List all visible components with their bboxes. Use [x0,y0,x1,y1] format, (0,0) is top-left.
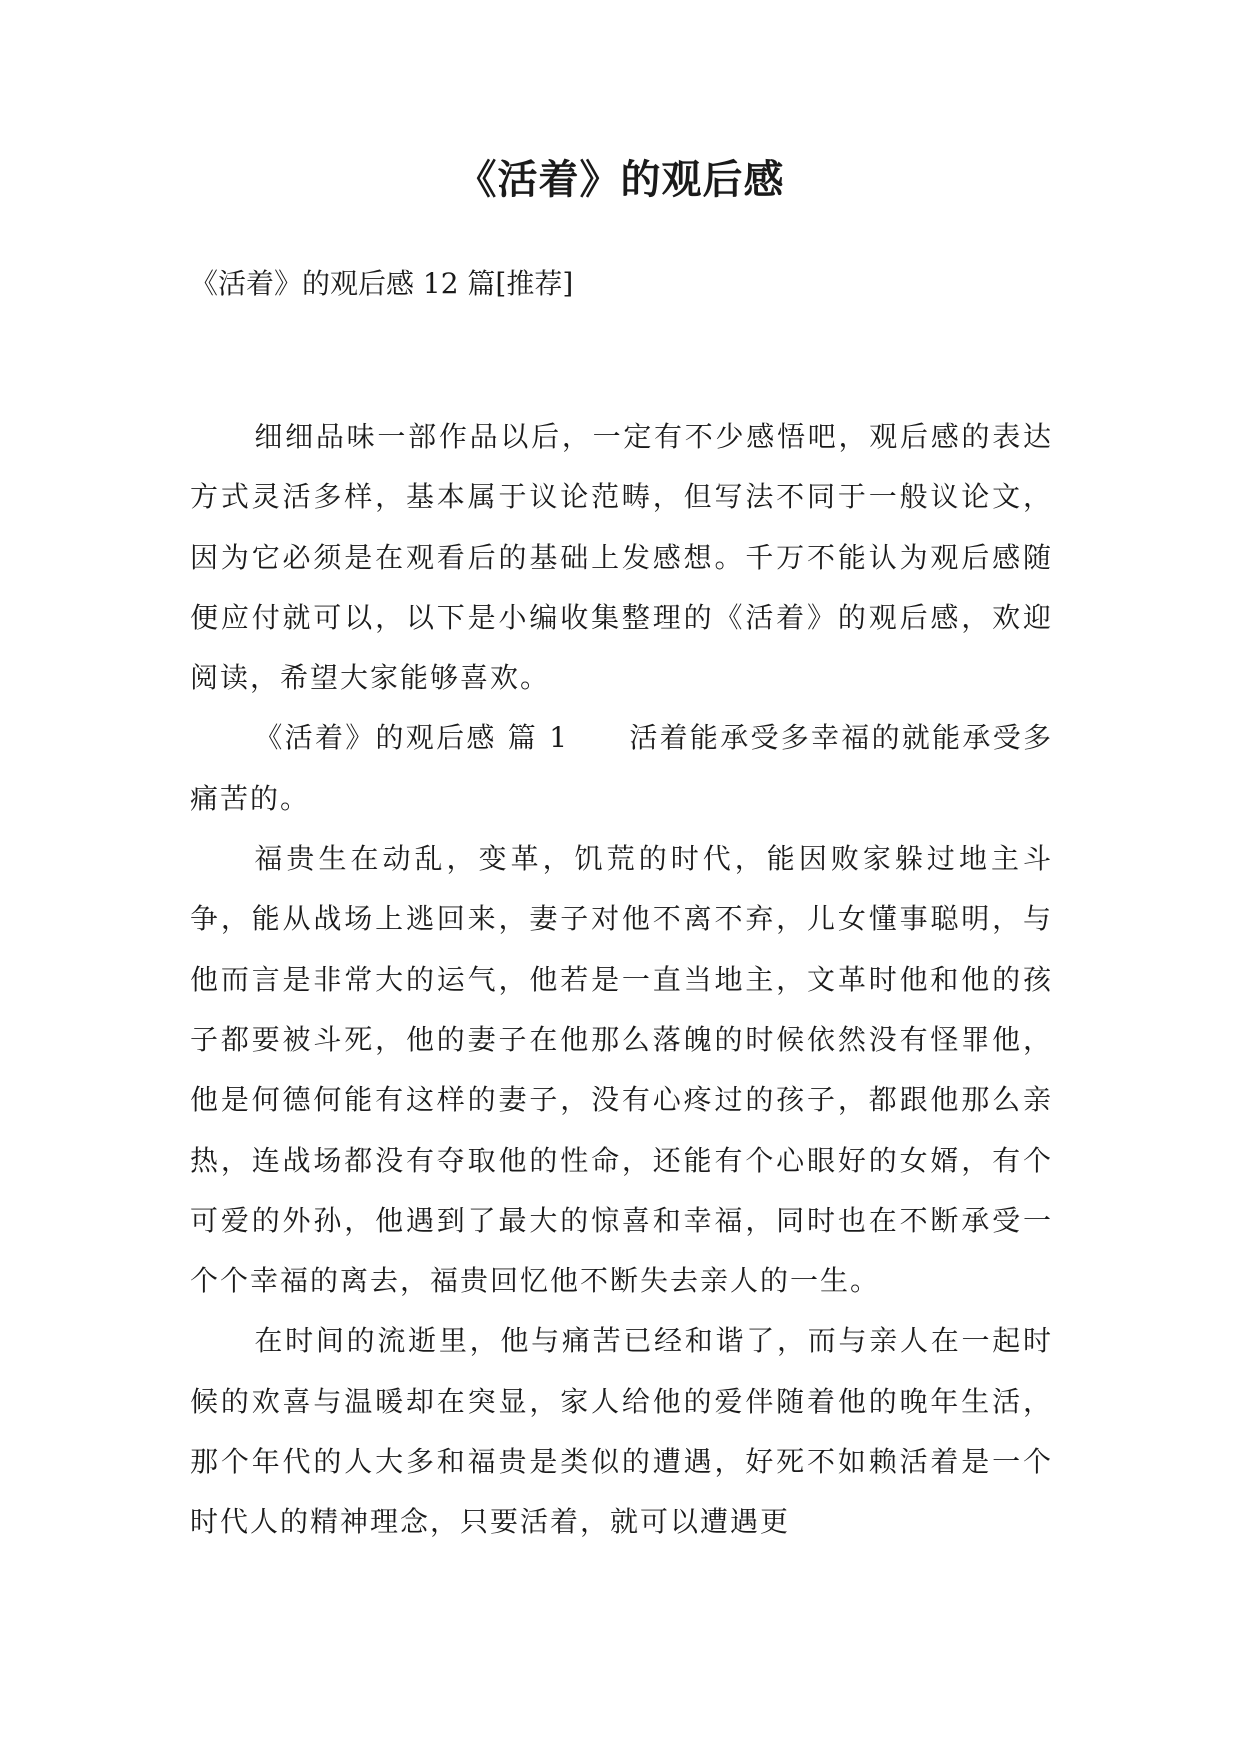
section-lead: 活着能承受多幸福的就能承受多痛苦的。 [190,721,1053,815]
section-1-paragraph [190,708,1053,829]
document-title: 《活着》的观后感 [456,157,785,203]
document-subtitle: 《活着》的观后感 12 篇[推荐] [190,267,574,300]
body-paragraph-1: 福贵生在动乱，变革，饥荒的时代，能因败家躲过地主斗争，能从战场上逃回来，妻子对他不离不弃，儿女懂事聪明，与他而言是非常大的运气，他若是一直当地主，文革时他和他的孩子都要被斗死，他的妻子在他那么落魄的时候依然没有怪罪他，他是何德何能有这样的妻子，没有心疼过的孩子，都跟他那么亲热，连战场都没有夺取他的性命，还能有个心眼好的女婿，有个可爱的外孙，他遇到了最大的惊喜和幸福，同时也在不断承受一个个幸福的离去，福贵回忆他不断失去亲人的一生。 [190,842,1053,1298]
document-body [190,407,1053,1553]
section-heading: 《活着》的观后感 篇 1 [254,721,570,755]
body-paragraph-2: 在时间的流逝里，他与痛苦已经和谐了，而与亲人在一起时候的欢喜与温暖却在突显，家人给他的爱伴随着他的晚年生活，那个年代的人大多和福贵是类似的遭遇，好死不如赖活着是一个时代人的精神理念，只要活着，就可以遭遇更 [190,1324,1053,1539]
intro-paragraph: 细细品味一部作品以后，一定有不少感悟吧，观后感的表达方式灵活多样，基本属于议论范畴，但写法不同于一般议论文，因为它必须是在观看后的基础上发感想。千万不能认为观后感随便应付就可以，以下是小编收集整理的《活着》的观后感，欢迎阅读，希望大家能够喜欢。 [190,420,1053,695]
